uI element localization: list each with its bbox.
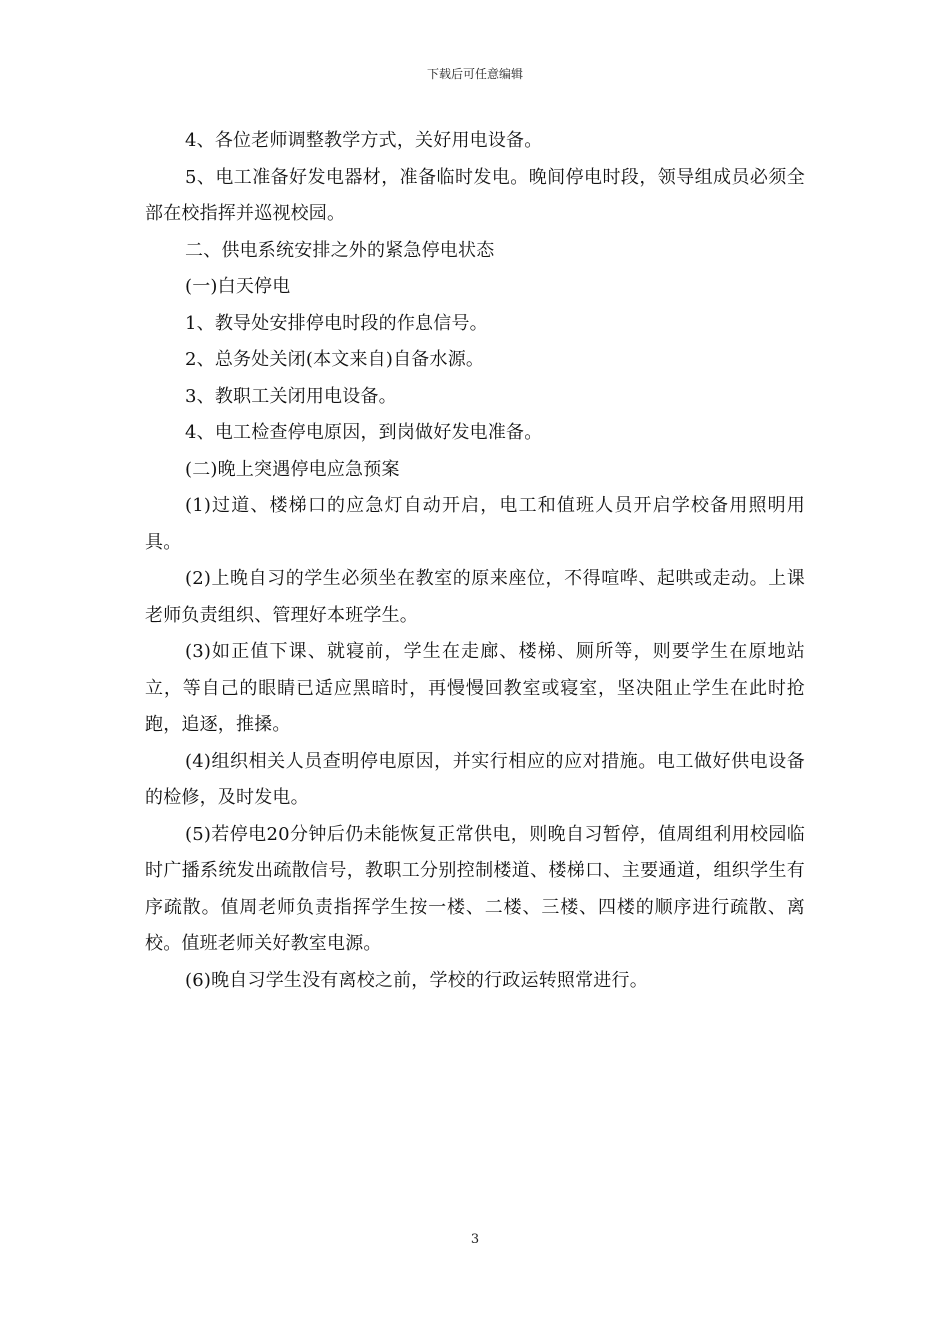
paragraph-night-2: (2)上晚自习的学生必须坐在教室的原来座位，不得喧哗、起哄或走动。上课老师负责组织、管理好本班学生。: [145, 568, 805, 626]
paragraph-night-3: (3)如正值下课、就寝前，学生在走廊、楼梯、厕所等，则要学生在原地站立，等自己的眼睛已适应黑暗时，再慢慢回教室或寝室，坚决阻止学生在此时抢跑，追逐，推搡。: [145, 641, 805, 735]
paragraph-night-5: (5)若停电20分钟后仍未能恢复正常供电，则晚自习暂停，值周组利用校园临时广播系统发出疏散信号，教职工分别控制楼道、楼梯口、主要通道，组织学生有序疏散。值周老师负责指挥学生按一楼、二楼、三楼、四楼的顺序进行疏散、离校。值班老师关好教室电源。: [145, 823, 805, 954]
subsection-heading-night: (二)晚上突遇停电应急预案: [185, 458, 400, 480]
subsection-heading-daytime: (一)白天停电: [185, 276, 291, 297]
paragraph-night-6: (6)晚自习学生没有离校之前，学校的行政运转照常进行。: [185, 969, 648, 991]
paragraph-item-5-electrician: 5、电工准备好发电器材，准备临时发电。晚间停电时段，领导组成员必须全部在校指挥并巡视校园。: [145, 166, 805, 224]
paragraph-daytime-4: 4、电工检查停电原因，到岗做好发电准备。: [185, 422, 543, 443]
paragraph-item-4-equipment: 4、各位老师调整教学方式，关好用电设备。: [185, 130, 543, 151]
section-heading-emergency-outage: 二、供电系统安排之外的紧急停电状态: [185, 239, 495, 261]
paragraph-daytime-2: 2、总务处关闭(本文来自)自备水源。: [185, 349, 485, 370]
page-number: 3: [470, 1232, 480, 1247]
page-header: 下载后可任意编辑: [426, 67, 523, 81]
paragraph-night-4: (4)组织相关人员查明停电原因，并实行相应的应对措施。电工做好供电设备的检修，及时发电。: [145, 750, 805, 808]
paragraph-daytime-1: 1、教导处安排停电时段的作息信号。: [185, 312, 488, 334]
paragraph-daytime-3: 3、教职工关闭用电设备。: [185, 385, 397, 407]
paragraph-night-1: (1)过道、楼梯口的应急灯自动开启，电工和值班人员开启学校备用照明用具。: [145, 495, 805, 553]
document-body: [145, 123, 805, 999]
